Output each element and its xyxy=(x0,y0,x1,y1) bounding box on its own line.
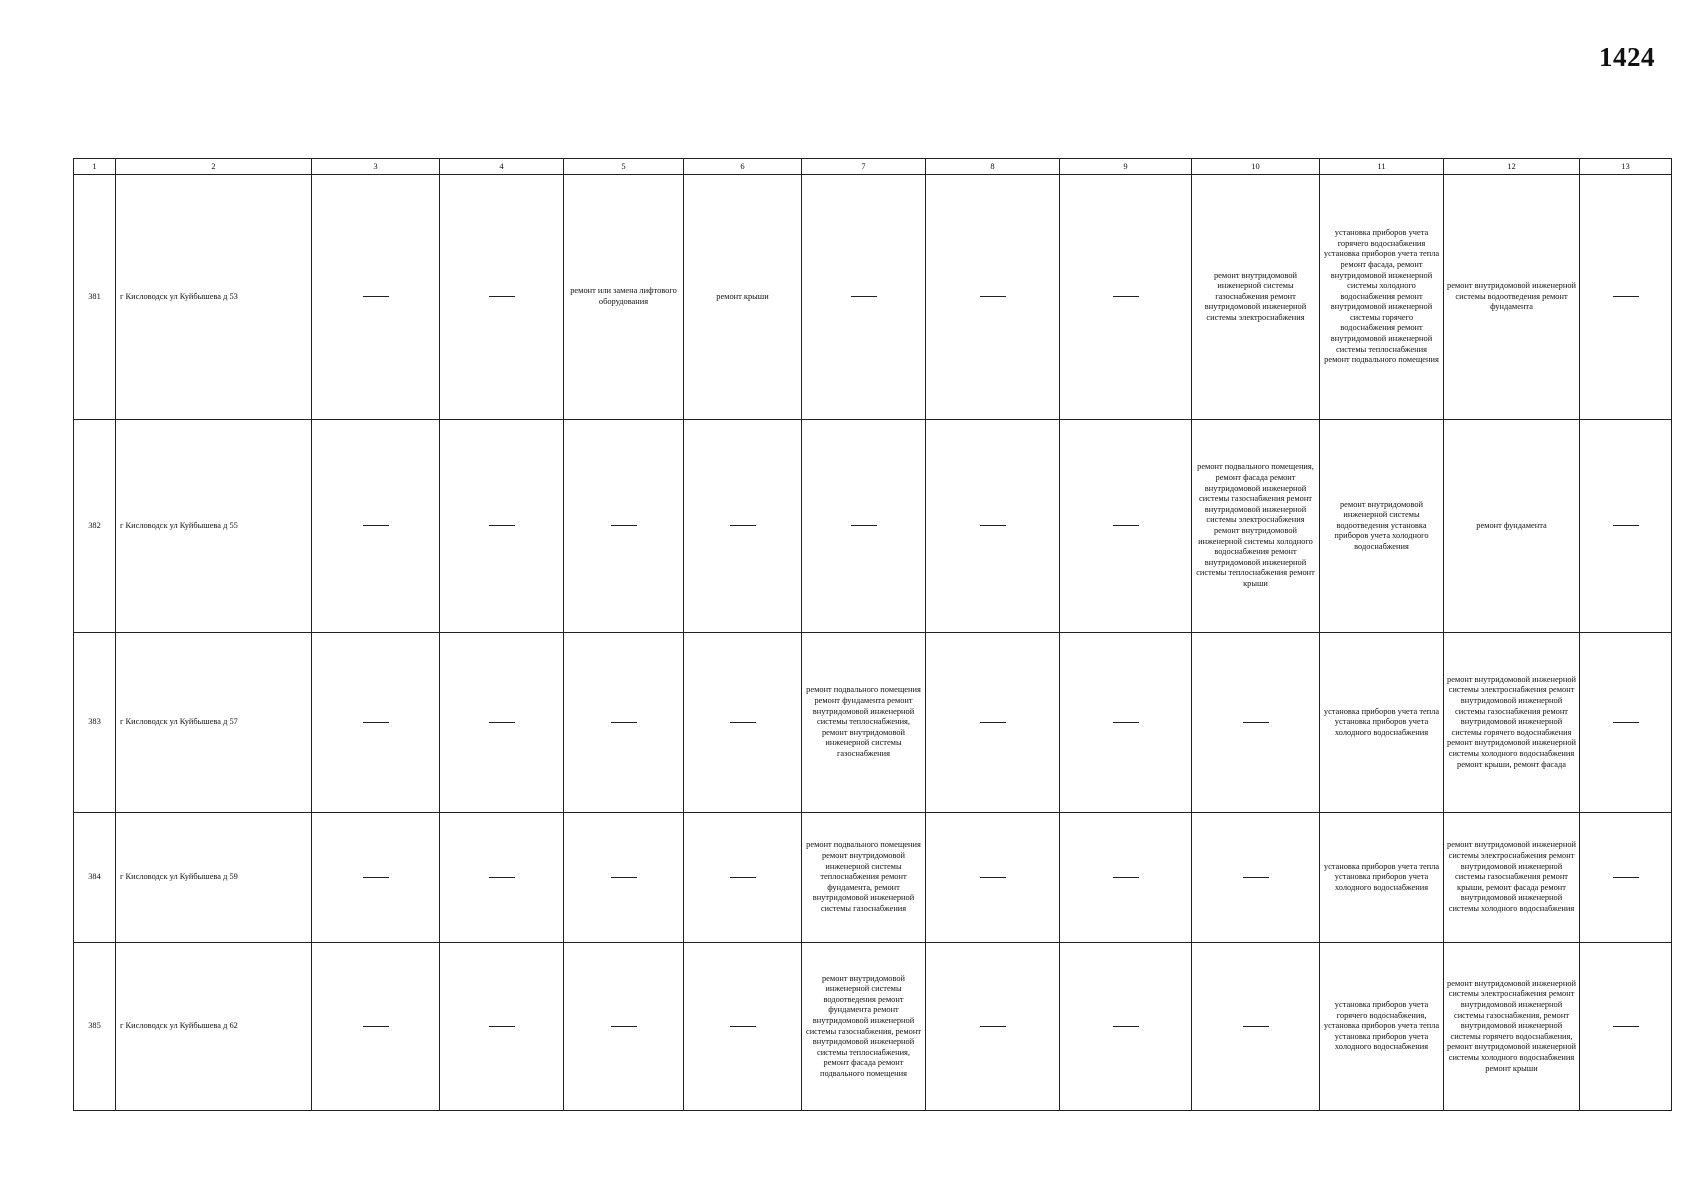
dash-mark xyxy=(611,525,637,526)
work-description: ремонт внутридомовой инженерной системы газоснабжения ремонт внутридомовой инженерной системы электроснабжения xyxy=(1204,270,1307,322)
empty-cell-c6 xyxy=(684,943,802,1111)
work-cell-c12 xyxy=(1444,943,1580,1111)
dash-mark xyxy=(1613,877,1639,878)
work-cell-c10 xyxy=(1192,420,1320,633)
empty-cell-c6 xyxy=(684,420,802,633)
work-cell-c12 xyxy=(1444,633,1580,813)
work-cell-c11 xyxy=(1320,633,1444,813)
work-cell-c12 xyxy=(1444,175,1580,420)
empty-cell-c8 xyxy=(926,813,1060,943)
work-description: установка приборов учета горячего водоснабжения установка приборов учета тепла ремонт фасада, ремонт внутридомовой инженерной системы холодного водоснабжения ремонт внутридомовой инженерной системы горячего водоснабжения ремонт внутридомовой инженерной системы теплоснабжения ремонт подвального помещения xyxy=(1323,228,1440,365)
address-cell: г Кисловодск ул Куйбышева д 53 xyxy=(116,175,312,420)
dash-mark xyxy=(851,525,877,526)
work-cell-c7 xyxy=(802,943,926,1111)
dash-mark xyxy=(1113,722,1139,723)
dash-mark xyxy=(363,296,389,297)
work-description: ремонт крыши xyxy=(716,291,769,301)
work-description: ремонт внутридомовой инженерной системы электроснабжения ремонт внутридомовой инженерной системы газоснабжения ремонт крыши, ремонт фасада ремонт внутридомовой инженерной системы холодного водоснабжения xyxy=(1447,840,1577,913)
empty-cell-c3 xyxy=(312,420,440,633)
work-cell-c12 xyxy=(1444,813,1580,943)
work-description: ремонт внутридомовой инженерной системы водоотведения ремонт фундамента xyxy=(1447,281,1577,312)
dash-mark xyxy=(730,877,756,878)
address-cell: г Кисловодск ул Куйбышева д 62 xyxy=(116,943,312,1111)
column-header: 6 xyxy=(684,159,802,175)
dash-mark xyxy=(363,1026,389,1027)
address-cell: г Кисловодск ул Куйбышева д 55 xyxy=(116,420,312,633)
work-description: ремонт подвального помещения ремонт внутридомовой инженерной системы теплоснабжения ремонт фундамента, ремонт внутридомовой инженерной системы газоснабжения xyxy=(806,840,921,913)
column-header: 4 xyxy=(440,159,564,175)
dash-mark xyxy=(1613,1026,1639,1027)
empty-cell-c4 xyxy=(440,420,564,633)
work-cell-c12 xyxy=(1444,420,1580,633)
dash-mark xyxy=(489,877,515,878)
empty-cell-c5 xyxy=(564,943,684,1111)
dash-mark xyxy=(489,1026,515,1027)
work-description: ремонт подвального помещения, ремонт фасада ремонт внутридомовой инженерной системы газоснабжения ремонт внутридомовой инженерной системы электроснабжения ремонт внутридомовой инженерной системы холодного водоснабжения ремонт внутридомовой инженерной системы теплоснабжения ремонт крыши xyxy=(1196,462,1315,588)
work-description: установка приборов учета горячего водоснабжения, установка приборов учета тепла установка приборов учета холодного водоснабжения xyxy=(1323,1000,1440,1052)
empty-cell-c9 xyxy=(1060,813,1192,943)
dash-mark xyxy=(730,525,756,526)
empty-cell-c9 xyxy=(1060,420,1192,633)
work-cell-c5 xyxy=(564,175,684,420)
dash-mark xyxy=(1113,877,1139,878)
work-cell-c11 xyxy=(1320,420,1444,633)
work-description: ремонт внутридомовой инженерной системы водоотведения ремонт фундамента ремонт внутридомовой инженерной системы газоснабжения, ремонт внутридомовой инженерной системы теплоснабжения, ремонт фасада ремонт подвального помещения xyxy=(805,973,922,1078)
dash-mark xyxy=(1113,296,1139,297)
empty-cell-c3 xyxy=(312,175,440,420)
row-number: 381 xyxy=(74,175,116,420)
table-row xyxy=(74,175,1672,420)
dash-mark xyxy=(1243,722,1269,723)
work-cell-c7 xyxy=(802,633,926,813)
dash-mark xyxy=(1243,1026,1269,1027)
column-header: 5 xyxy=(564,159,684,175)
empty-cell-c8 xyxy=(926,633,1060,813)
dash-mark xyxy=(980,525,1006,526)
page-number: 1424 xyxy=(1599,42,1655,72)
work-cell-c7 xyxy=(802,813,926,943)
empty-cell-c13 xyxy=(1580,420,1672,633)
empty-cell-c5 xyxy=(564,633,684,813)
column-header: 2 xyxy=(116,159,312,175)
empty-cell-c10 xyxy=(1192,633,1320,813)
work-cell-c6 xyxy=(684,175,802,420)
work-description: установка приборов учета тепла установка приборов учета холодного водоснабжения xyxy=(1323,861,1440,892)
dash-mark xyxy=(489,296,515,297)
address-cell: г Кисловодск ул Куйбышева д 59 xyxy=(116,813,312,943)
column-header: 3 xyxy=(312,159,440,175)
empty-cell-c9 xyxy=(1060,175,1192,420)
empty-cell-c4 xyxy=(440,943,564,1111)
column-header: 7 xyxy=(802,159,926,175)
dash-mark xyxy=(489,525,515,526)
empty-cell-c8 xyxy=(926,943,1060,1111)
row-number: 385 xyxy=(74,943,116,1111)
dash-mark xyxy=(1113,1026,1139,1027)
dash-mark xyxy=(363,877,389,878)
empty-cell-c3 xyxy=(312,813,440,943)
dash-mark xyxy=(1113,525,1139,526)
empty-cell-c6 xyxy=(684,633,802,813)
work-cell-c11 xyxy=(1320,813,1444,943)
dash-mark xyxy=(1613,722,1639,723)
dash-mark xyxy=(611,1026,637,1027)
table-body xyxy=(74,175,1672,1111)
empty-cell-c8 xyxy=(926,420,1060,633)
work-cell-c11 xyxy=(1320,175,1444,420)
dash-mark xyxy=(980,877,1006,878)
dash-mark xyxy=(489,722,515,723)
empty-cell-c5 xyxy=(564,813,684,943)
empty-cell-c4 xyxy=(440,633,564,813)
dash-mark xyxy=(1613,525,1639,526)
row-number: 384 xyxy=(74,813,116,943)
empty-cell-c10 xyxy=(1192,813,1320,943)
empty-cell-c13 xyxy=(1580,943,1672,1111)
work-description: ремонт внутридомовой инженерной системы водоотведения установка приборов учета холодного водоснабжения xyxy=(1334,499,1429,551)
empty-cell-c8 xyxy=(926,175,1060,420)
column-header: 13 xyxy=(1580,159,1672,175)
dash-mark xyxy=(1243,877,1269,878)
dash-mark xyxy=(363,525,389,526)
row-number: 383 xyxy=(74,633,116,813)
empty-cell-c13 xyxy=(1580,813,1672,943)
dash-mark xyxy=(1613,296,1639,297)
column-header: 10 xyxy=(1192,159,1320,175)
empty-cell-c3 xyxy=(312,633,440,813)
column-header: 8 xyxy=(926,159,1060,175)
empty-cell-c5 xyxy=(564,420,684,633)
empty-cell-c3 xyxy=(312,943,440,1111)
dash-mark xyxy=(980,1026,1006,1027)
work-cell-c11 xyxy=(1320,943,1444,1111)
empty-cell-c7 xyxy=(802,420,926,633)
column-header: 11 xyxy=(1320,159,1444,175)
dash-mark xyxy=(851,296,877,297)
table-row xyxy=(74,633,1672,813)
empty-cell-c4 xyxy=(440,175,564,420)
repair-registry-table xyxy=(73,158,1672,1111)
dash-mark xyxy=(611,877,637,878)
work-description: установка приборов учета тепла установка приборов учета холодного водоснабжения xyxy=(1323,706,1440,737)
table-row xyxy=(74,420,1672,633)
header-row xyxy=(74,159,1672,175)
dash-mark xyxy=(980,296,1006,297)
work-description: ремонт внутридомовой инженерной системы электроснабжения ремонт внутридомовой инженерной системы газоснабжения ремонт внутридомовой инженерной системы горячего водоснабжения ремонт внутридомовой инженерной системы холодного водоснабжения ремонт крыши, ремонт фасада xyxy=(1447,674,1577,769)
empty-cell-c13 xyxy=(1580,175,1672,420)
dash-mark xyxy=(730,722,756,723)
dash-mark xyxy=(611,722,637,723)
empty-cell-c7 xyxy=(802,175,926,420)
empty-cell-c13 xyxy=(1580,633,1672,813)
dash-mark xyxy=(980,722,1006,723)
empty-cell-c6 xyxy=(684,813,802,943)
work-description: ремонт или замена лифтового оборудования xyxy=(570,286,677,306)
dash-mark xyxy=(730,1026,756,1027)
empty-cell-c9 xyxy=(1060,633,1192,813)
work-description: ремонт фундамента xyxy=(1476,520,1547,530)
empty-cell-c4 xyxy=(440,813,564,943)
empty-cell-c9 xyxy=(1060,943,1192,1111)
dash-mark xyxy=(363,722,389,723)
table-row xyxy=(74,813,1672,943)
work-description: ремонт подвального помещения ремонт фундамента ремонт внутридомовой инженерной системы теплоснабжения, ремонт внутридомовой инженерной системы газоснабжения xyxy=(806,685,921,758)
work-cell-c10 xyxy=(1192,175,1320,420)
row-number: 382 xyxy=(74,420,116,633)
column-header: 1 xyxy=(74,159,116,175)
empty-cell-c10 xyxy=(1192,943,1320,1111)
column-header: 12 xyxy=(1444,159,1580,175)
address-cell: г Кисловодск ул Куйбышева д 57 xyxy=(116,633,312,813)
table-row xyxy=(74,943,1672,1111)
column-header: 9 xyxy=(1060,159,1192,175)
work-description: ремонт внутридомовой инженерной системы электроснабжения ремонт внутридомовой инженерной системы газоснабжения, ремонт внутридомовой инженерной системы горячего водоснабжения, ремонт внутридомовой инженерной системы холодного водоснабжения ремонт крыши xyxy=(1447,978,1577,1073)
